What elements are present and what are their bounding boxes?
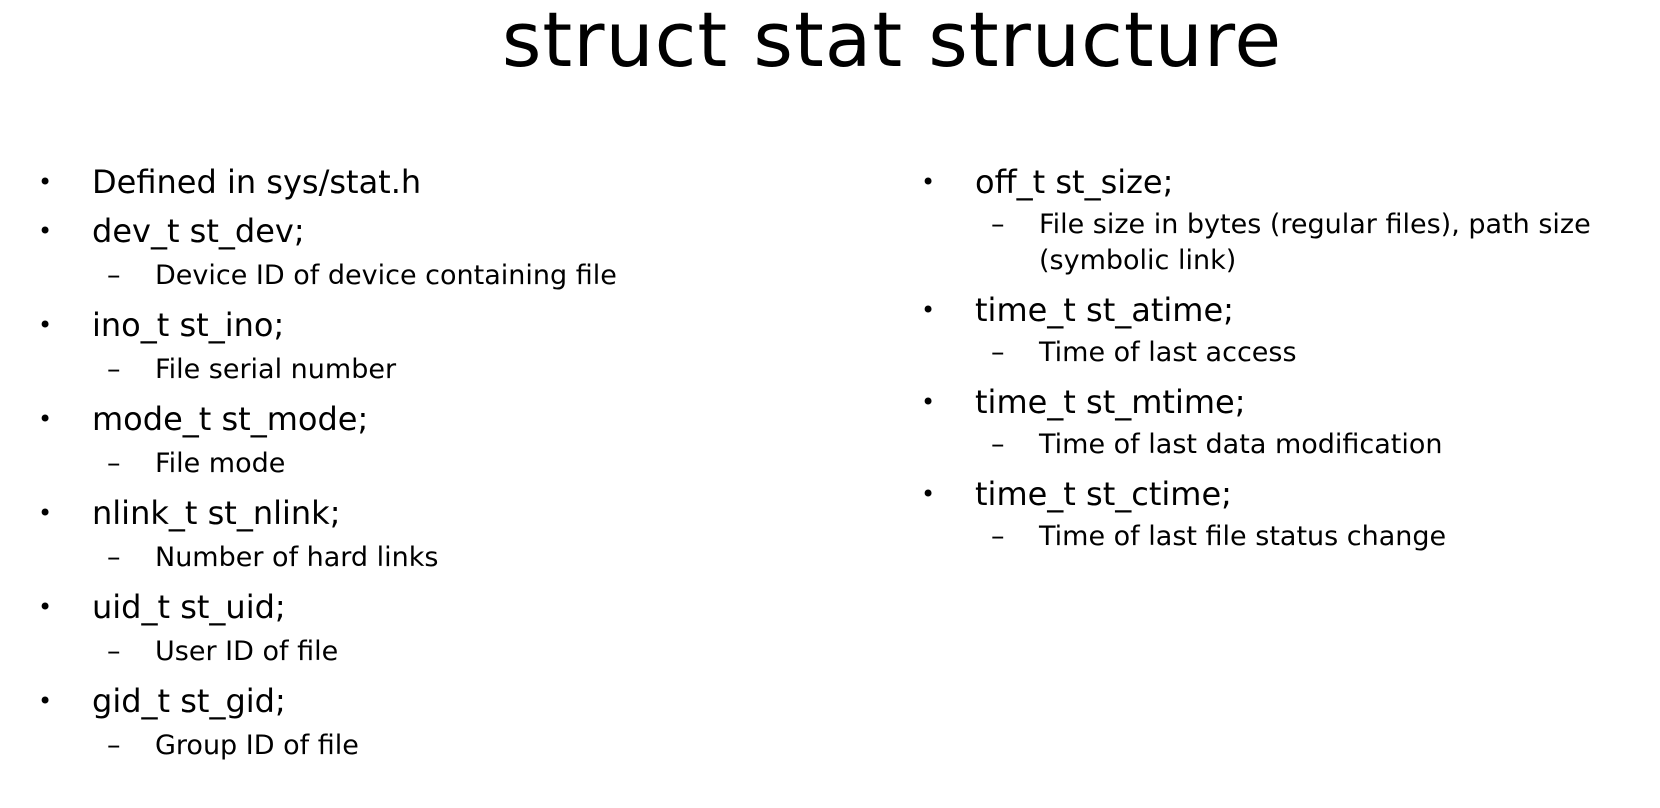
sub-bullet-item <box>917 207 1657 279</box>
bullet-text: time_t st_mtime; <box>975 383 1246 421</box>
sub-bullet-text: Group ID of file <box>155 730 359 761</box>
dash-marker: – <box>991 429 1005 460</box>
bullet-item <box>34 491 854 535</box>
dash-marker: – <box>107 542 121 573</box>
bullet-text: nlink_t st_nlink; <box>92 494 341 532</box>
bullet-item <box>34 303 854 347</box>
dash-marker: – <box>107 730 121 761</box>
sub-bullet-item <box>34 728 854 764</box>
bullet-marker: • <box>38 217 53 245</box>
sub-bullet-text: File size in bytes (regular files), path size (symbolic link) <box>1039 209 1591 276</box>
sub-bullet-text: Time of last data modification <box>1039 429 1443 460</box>
bullet-text: time_t st_atime; <box>975 291 1234 329</box>
dash-marker: – <box>991 337 1005 368</box>
dash-marker: – <box>107 636 121 667</box>
bullet-text: ino_t st_ino; <box>92 306 285 344</box>
sub-bullet-item <box>34 258 854 294</box>
bullet-text: gid_t st_gid; <box>92 682 286 720</box>
sub-bullet-item <box>34 352 854 388</box>
sub-bullet-item <box>34 634 854 670</box>
sub-bullet-item <box>917 519 1657 555</box>
bullet-item <box>34 679 854 723</box>
bullet-marker: • <box>921 388 936 416</box>
bullet-text: off_t st_size; <box>975 163 1174 201</box>
bullet-marker: • <box>38 168 53 196</box>
bullet-item <box>34 397 854 441</box>
dash-marker: – <box>107 448 121 479</box>
bullet-marker: • <box>38 687 53 715</box>
bullet-marker: • <box>921 480 936 508</box>
bullet-text: time_t st_ctime; <box>975 475 1232 513</box>
bullet-text: Defined in sys/stat.h <box>92 163 422 201</box>
bullet-marker: • <box>921 296 936 324</box>
bullet-marker: • <box>38 405 53 433</box>
bullet-marker: • <box>921 168 936 196</box>
dash-marker: – <box>991 521 1005 552</box>
bullet-item <box>917 288 1657 332</box>
bullet-item <box>34 160 854 204</box>
sub-bullet-text: Number of hard links <box>155 542 439 573</box>
sub-bullet-text: Time of last file status change <box>1039 521 1447 552</box>
sub-bullet-text: Device ID of device containing file <box>155 260 617 291</box>
sub-bullet-item <box>34 446 854 482</box>
sub-bullet-text: File mode <box>155 448 286 479</box>
bullet-marker: • <box>38 499 53 527</box>
sub-bullet-text: File serial number <box>155 354 397 385</box>
bullet-item <box>34 585 854 629</box>
bullet-text: uid_t st_uid; <box>92 588 286 626</box>
dash-marker: – <box>991 209 1005 240</box>
sub-bullet-text: Time of last access <box>1039 337 1297 368</box>
bullet-text: mode_t st_mode; <box>92 400 369 438</box>
right-column <box>917 160 1657 564</box>
dash-marker: – <box>107 260 121 291</box>
bullet-marker: • <box>38 593 53 621</box>
bullet-item <box>917 380 1657 424</box>
sub-bullet-item <box>34 540 854 576</box>
left-column <box>34 160 854 773</box>
dash-marker: – <box>107 354 121 385</box>
slide-title: struct stat structure <box>501 0 1283 84</box>
bullet-marker: • <box>38 311 53 339</box>
sub-bullet-text: User ID of file <box>155 636 339 667</box>
bullet-item <box>34 209 854 253</box>
bullet-item <box>917 472 1657 516</box>
sub-bullet-item <box>917 335 1657 371</box>
sub-bullet-item <box>917 427 1657 463</box>
bullet-item <box>917 160 1657 204</box>
bullet-text: dev_t st_dev; <box>92 212 305 250</box>
